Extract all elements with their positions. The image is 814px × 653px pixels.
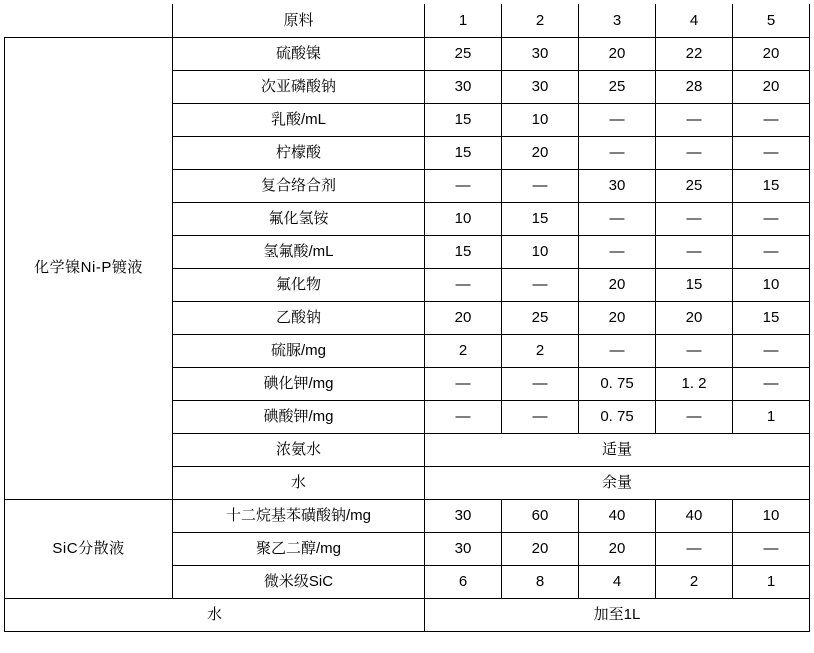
cell-value: 2 bbox=[425, 334, 502, 367]
cell-value: — bbox=[579, 202, 656, 235]
cell-value: 30 bbox=[579, 169, 656, 202]
cell-value: 1. 2 bbox=[656, 367, 733, 400]
header-material: 原料 bbox=[173, 4, 425, 37]
row-name: 乳酸/mL bbox=[173, 103, 425, 136]
cell-value: — bbox=[656, 136, 733, 169]
cell-merged-value: 余量 bbox=[425, 466, 810, 499]
cell-value: 10 bbox=[733, 268, 810, 301]
group-label-sic-dispersion: SiC分散液 bbox=[5, 499, 173, 598]
cell-value: — bbox=[733, 202, 810, 235]
row-name: 氢氟酸/mL bbox=[173, 235, 425, 268]
row-name: 次亚磷酸钠 bbox=[173, 70, 425, 103]
cell-value: 15 bbox=[733, 301, 810, 334]
row-name: 硫脲/mg bbox=[173, 334, 425, 367]
cell-value: 4 bbox=[579, 565, 656, 598]
cell-value: 10 bbox=[425, 202, 502, 235]
cell-value: 30 bbox=[502, 70, 579, 103]
cell-value: — bbox=[656, 532, 733, 565]
cell-value: 1 bbox=[733, 565, 810, 598]
cell-value: 20 bbox=[502, 136, 579, 169]
footer-merged-value: 加至1L bbox=[425, 598, 810, 631]
cell-value: — bbox=[425, 367, 502, 400]
cell-value: — bbox=[656, 334, 733, 367]
row-name: 微米级SiC bbox=[173, 565, 425, 598]
cell-value: 15 bbox=[656, 268, 733, 301]
row-name: 柠檬酸 bbox=[173, 136, 425, 169]
row-name: 十二烷基苯磺酸钠/mg bbox=[173, 499, 425, 532]
cell-value: 20 bbox=[579, 301, 656, 334]
cell-value: 20 bbox=[502, 532, 579, 565]
row-name: 氟化氢铵 bbox=[173, 202, 425, 235]
cell-value: 0. 75 bbox=[579, 367, 656, 400]
row-name: 碘化钾/mg bbox=[173, 367, 425, 400]
header-col-4: 4 bbox=[656, 4, 733, 37]
row-name: 硫酸镍 bbox=[173, 37, 425, 70]
cell-value: 40 bbox=[579, 499, 656, 532]
cell-value: 10 bbox=[502, 235, 579, 268]
cell-value: 30 bbox=[425, 532, 502, 565]
cell-value: 6 bbox=[425, 565, 502, 598]
header-col-3: 3 bbox=[579, 4, 656, 37]
cell-value: 20 bbox=[425, 301, 502, 334]
cell-value: 30 bbox=[425, 499, 502, 532]
cell-value: 15 bbox=[502, 202, 579, 235]
cell-value: — bbox=[579, 103, 656, 136]
cell-value: — bbox=[502, 268, 579, 301]
cell-value: 25 bbox=[502, 301, 579, 334]
cell-value: 20 bbox=[656, 301, 733, 334]
cell-value: 1 bbox=[733, 400, 810, 433]
cell-value: 20 bbox=[579, 37, 656, 70]
cell-value: — bbox=[656, 235, 733, 268]
cell-value: — bbox=[425, 169, 502, 202]
cell-value: — bbox=[733, 367, 810, 400]
cell-value: — bbox=[579, 334, 656, 367]
cell-value: — bbox=[733, 103, 810, 136]
cell-value: 15 bbox=[425, 136, 502, 169]
cell-value: — bbox=[502, 400, 579, 433]
footer-row-name: 水 bbox=[5, 598, 425, 631]
cell-value: 0. 75 bbox=[579, 400, 656, 433]
cell-value: — bbox=[425, 268, 502, 301]
cell-value: 15 bbox=[733, 169, 810, 202]
row-name: 复合络合剂 bbox=[173, 169, 425, 202]
row-name: 碘酸钾/mg bbox=[173, 400, 425, 433]
cell-value: 30 bbox=[502, 37, 579, 70]
cell-value: — bbox=[656, 103, 733, 136]
cell-value: 2 bbox=[502, 334, 579, 367]
row-name: 水 bbox=[173, 466, 425, 499]
cell-value: — bbox=[656, 400, 733, 433]
header-col-2: 2 bbox=[502, 4, 579, 37]
table-row bbox=[5, 37, 810, 70]
cell-merged-value: 适量 bbox=[425, 433, 810, 466]
table-footer-row bbox=[5, 598, 810, 631]
cell-value: 10 bbox=[502, 103, 579, 136]
cell-value: 8 bbox=[502, 565, 579, 598]
header-col-1: 1 bbox=[425, 4, 502, 37]
cell-value: 20 bbox=[733, 70, 810, 103]
cell-value: 15 bbox=[425, 103, 502, 136]
row-name: 氟化物 bbox=[173, 268, 425, 301]
cell-value: 15 bbox=[425, 235, 502, 268]
table-sheet bbox=[0, 4, 814, 653]
row-name: 浓氨水 bbox=[173, 433, 425, 466]
cell-value: 60 bbox=[502, 499, 579, 532]
cell-value: 20 bbox=[579, 532, 656, 565]
cell-value: 25 bbox=[579, 70, 656, 103]
cell-value: 2 bbox=[656, 565, 733, 598]
cell-value: — bbox=[733, 136, 810, 169]
cell-value: — bbox=[502, 367, 579, 400]
cell-value: 20 bbox=[733, 37, 810, 70]
table-header-row bbox=[5, 4, 810, 37]
cell-value: 20 bbox=[579, 268, 656, 301]
cell-value: — bbox=[425, 400, 502, 433]
row-name: 聚乙二醇/mg bbox=[173, 532, 425, 565]
cell-value: 22 bbox=[656, 37, 733, 70]
cell-value: — bbox=[656, 202, 733, 235]
cell-value: — bbox=[733, 532, 810, 565]
cell-value: — bbox=[502, 169, 579, 202]
cell-value: 30 bbox=[425, 70, 502, 103]
cell-value: — bbox=[733, 334, 810, 367]
cell-value: — bbox=[579, 136, 656, 169]
group-label-plating-bath: 化学镍Ni-P镀液 bbox=[5, 37, 173, 499]
cell-value: 25 bbox=[425, 37, 502, 70]
header-col-5: 5 bbox=[733, 4, 810, 37]
cell-value: — bbox=[733, 235, 810, 268]
formulation-table bbox=[4, 4, 810, 632]
row-name: 乙酸钠 bbox=[173, 301, 425, 334]
cell-value: 40 bbox=[656, 499, 733, 532]
cell-value: 28 bbox=[656, 70, 733, 103]
cell-value: 10 bbox=[733, 499, 810, 532]
cell-value: — bbox=[579, 235, 656, 268]
cell-value: 25 bbox=[656, 169, 733, 202]
table-row bbox=[5, 499, 810, 532]
header-category-blank bbox=[5, 4, 173, 37]
